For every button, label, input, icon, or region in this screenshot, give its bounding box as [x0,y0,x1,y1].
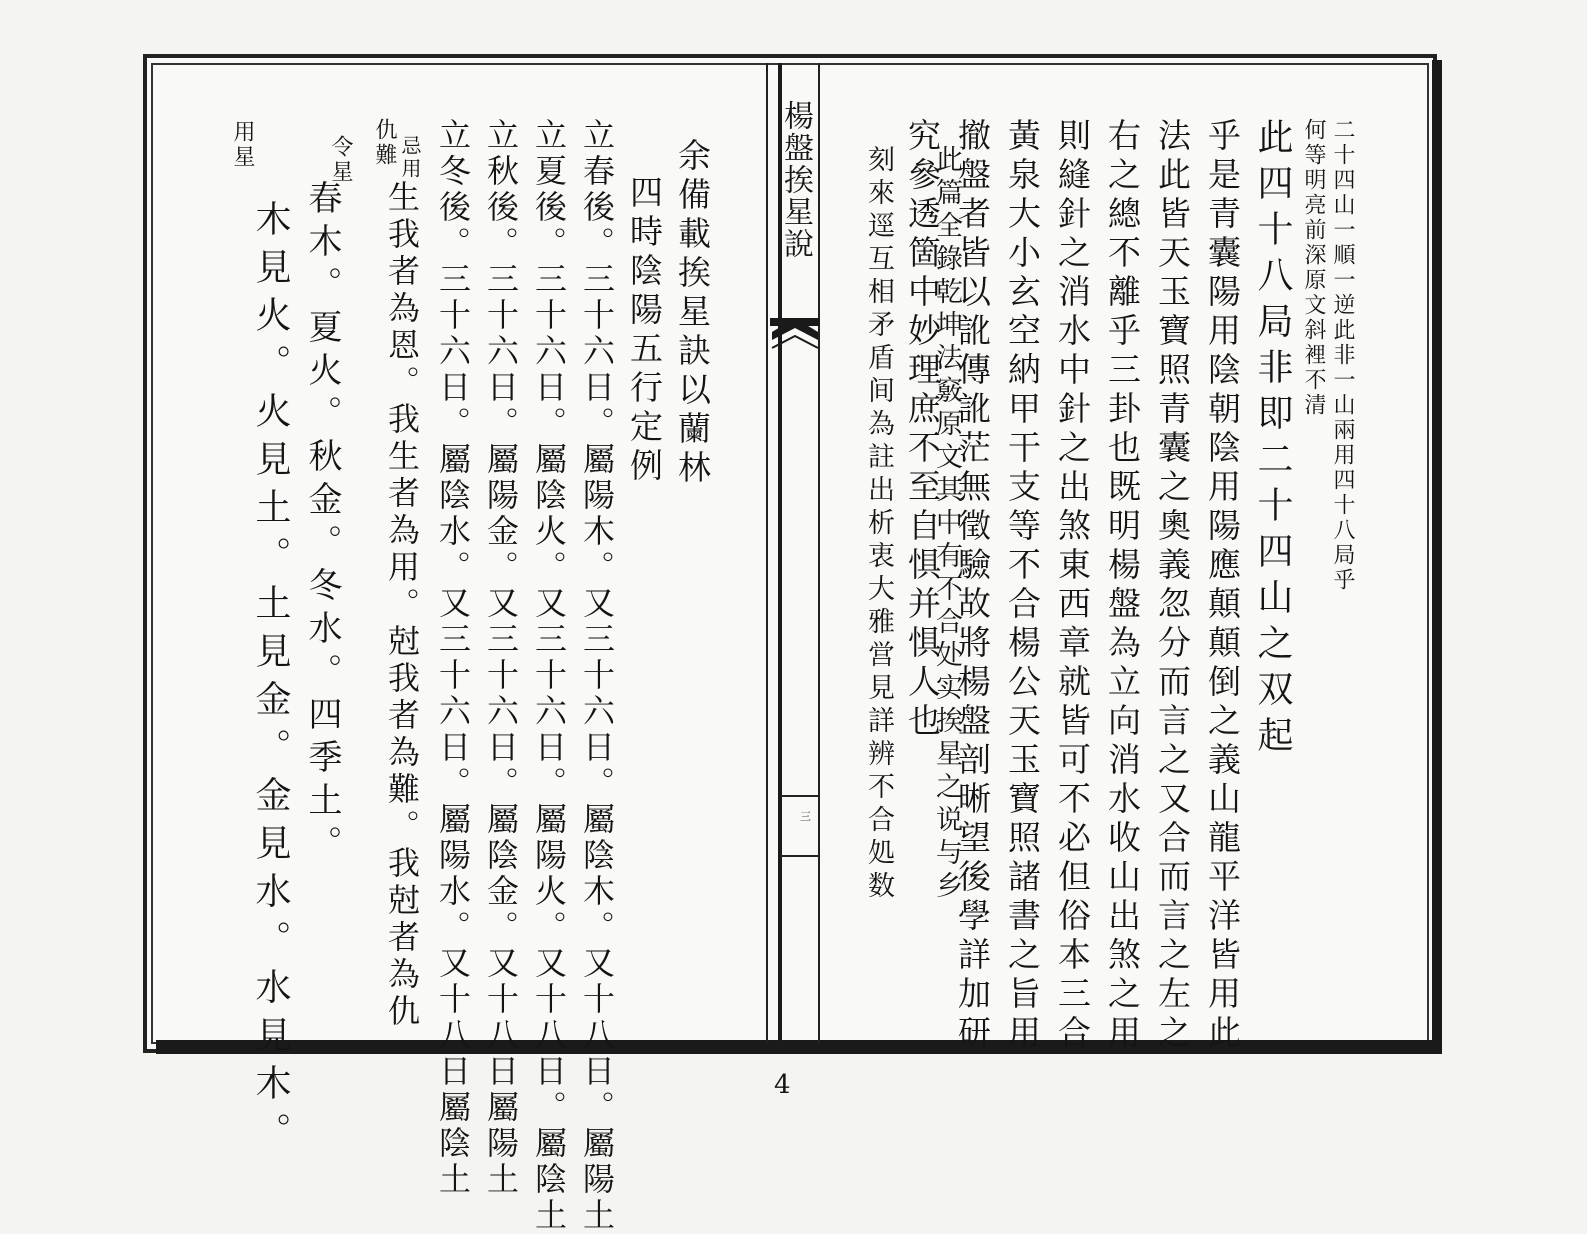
season-text: 三十六日。屬陰水。又三十六日。屬陽水。又十八日屬陰土 [434,262,472,1198]
left-heading: 余備載挨星訣以蘭林 [673,138,712,489]
note-yong-xing: 用星 [230,120,255,170]
annotation-1: 此篇全錄乾坤法竅原文其中有不合处实挨星之说与乡 [931,145,962,904]
season-text: 三十六日。屬陽木。又三十六日。屬陰木。又十八日。屬陽土 [578,262,616,1234]
season-label: 立秋後。 [482,118,520,262]
right-line-6: 黃泉大小玄空納甲干支等不合楊公天玉寶照諸書之旨用 [1003,118,1042,1054]
frame-shadow-bottom [156,1040,1442,1054]
annotation-2: 刻來逕互相矛盾间為註出析衷大雅営見詳辨不合処数 [863,145,894,904]
right-line-1: 此四十八局非即二十四山之双起 [1252,118,1293,762]
right-line-2: 乎是青囊陽用陰朝陰用陽應顛顛倒之義山龍平洋皆用此 [1203,118,1242,1054]
right-line-3: 法此皆天玉寶照青囊之奧義忽分而言之又合而言之左之 [1153,118,1192,1054]
spine-page-mark: 三 [800,810,811,823]
spine-title: 楊盤挨星說 [778,100,813,260]
left-subheading: 四時陰陽五行定例 [625,175,664,487]
header-note-2: 何等明亮前深原文斜裡不清 [1301,118,1326,418]
spine-mark-top-line [780,795,820,797]
header-note-1: 二十四山一順一逆此非一山兩用四十八局乎 [1330,118,1355,593]
frame-shadow-right [1432,60,1442,1054]
right-line-4: 右之總不離乎三卦也既明楊盤為立向消水收山出煞之用 [1103,118,1142,1054]
right-line-5: 則縫針之消水中針之出煞東西章就皆可不必但俗本三合 [1053,118,1092,1054]
note-ling-xing: 令星 [328,135,353,185]
line-element-cycle: 木見火。火見土。土見金。金見水。水見木。 [250,200,291,1160]
season-text: 三十六日。屬陽金。又三十六日。屬陰金。又十八日屬陽土 [482,262,520,1198]
fish-tail-ornament [770,318,820,388]
note-ji-yong: 忌用 [398,135,422,181]
spine-left-line [766,63,768,1044]
season-row-spring [575,118,619,1234]
season-text: 三十六日。屬陰火。又三十六日。屬陽火。又十八日。屬陰土 [530,262,568,1234]
spine-right-line [818,63,820,1044]
line-season-elements: 春木。夏火。秋金。冬水。四季土。 [302,180,342,868]
right-line-7: 撤盤者皆以訛傳訛茫無徵驗故將楊盤剖晰望後學詳加研 [953,118,992,1054]
line-sheng: 生我者為恩。我生者為用。尅我者為難。我尅者為仇 [383,180,421,1031]
note-chou-nan: 仇難 [372,118,397,168]
page-number: 4 [774,1070,791,1100]
season-row-summer [527,118,571,1234]
season-label: 立春後。 [578,118,616,262]
spine-mark-bottom-line [780,855,820,857]
right-line-8: 究參透箇中妙理庶不至自惧并惧人也 [903,118,942,742]
season-label: 立夏後。 [530,118,568,262]
season-row-winter [431,118,475,1198]
season-row-autumn [479,118,523,1198]
season-label: 立冬後。 [434,118,472,262]
